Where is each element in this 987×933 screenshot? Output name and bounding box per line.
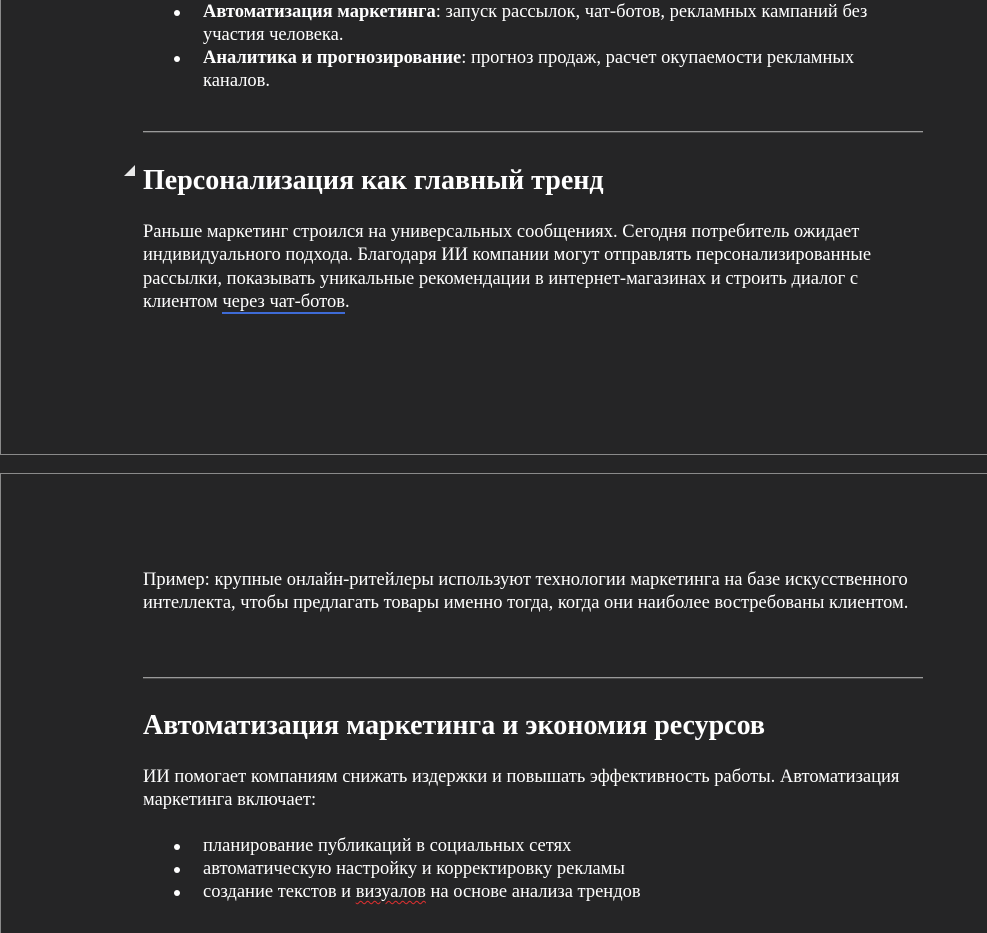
paragraph-text: Раньше маркетинг строился на универсальных сообщениях. Сегодня потребитель ожидает индивидуального подхода. Благодаря ИИ компании могут отправлять персонализированные рассылки, показывать уникальные рекомендации в интернет-магазинах и строить диалог с клиентом xyxy=(143,222,872,312)
list-item xyxy=(143,858,923,881)
bullet-list-automation xyxy=(143,835,923,904)
hyperlink-chatbots[interactable]: через чат-ботов xyxy=(222,291,345,312)
spelling-error-word[interactable]: визуалов xyxy=(355,882,426,902)
document-page-2 xyxy=(0,473,987,933)
list-item xyxy=(143,881,923,904)
list-item-bold-term: Автоматизация маркетинга xyxy=(203,2,436,22)
list-item-text: : запуск рассылок, чат-ботов, рекламных кампаний без участия человека. xyxy=(203,2,868,45)
page-gap xyxy=(0,455,987,473)
paragraph-automation-intro: ИИ помогает компаниям снижать издержки и повышать эффективность работы. Автоматизация маркетинга включает: xyxy=(143,767,900,811)
bullet-list-features xyxy=(143,1,923,93)
bullet-icon xyxy=(174,10,180,16)
paragraph-example: Пример: крупные онлайн-ритейлеры используют технологии маркетинга на базе искусственного интеллекта, чтобы предлагать товары именно тогда, когда они наиболее востребованы клиентом. xyxy=(143,570,909,614)
list-item xyxy=(143,835,923,858)
list-item-bold-term: Аналитика и прогнозирование xyxy=(203,48,462,68)
list-item-text: : прогноз продаж, расчет окупаемости рекламных каналов. xyxy=(203,48,855,91)
collapse-heading-icon[interactable] xyxy=(124,165,135,176)
horizontal-rule xyxy=(143,131,923,133)
list-item-text-end: на основе анализа трендов xyxy=(425,882,641,902)
paragraph-personalization xyxy=(143,221,923,314)
bullet-icon xyxy=(174,890,180,896)
section-heading-automation: Автоматизация маркетинга и экономия ресурсов xyxy=(143,710,766,741)
list-item xyxy=(143,1,923,47)
list-item xyxy=(143,47,923,93)
document-page-1 xyxy=(0,0,987,455)
section-heading-personalization: Персонализация как главный тренд xyxy=(143,165,604,196)
bullet-icon xyxy=(174,867,180,873)
list-item-text: автоматическую настройку и корректировку рекламы xyxy=(203,859,625,879)
bullet-icon xyxy=(174,56,180,62)
horizontal-rule xyxy=(143,677,923,679)
bullet-icon xyxy=(174,844,180,850)
list-item-text: планирование публикаций в социальных сетях xyxy=(203,836,572,856)
list-item-text: создание текстов и xyxy=(203,882,356,902)
paragraph-end: . xyxy=(344,291,350,312)
